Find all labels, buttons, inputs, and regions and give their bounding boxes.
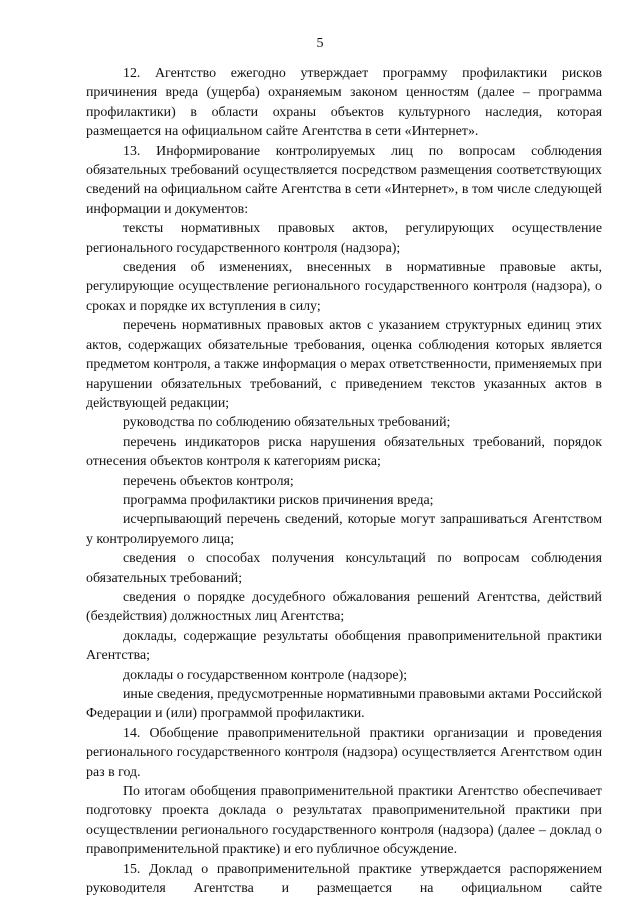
paragraph: руководства по соблюдению обязательных требований; bbox=[123, 415, 451, 431]
paragraph: 15. Доклад о правоприменительной практике утверждается распоряжением руководителя Агентства и размещается на официальном сайте bbox=[86, 861, 602, 897]
page-number: 5 bbox=[316, 36, 324, 51]
paragraph: доклады о государственном контроле (надзоре); bbox=[123, 667, 408, 683]
paragraph: перечень объектов контроля; bbox=[123, 473, 294, 489]
paragraph: исчерпывающий перечень сведений, которые могут запрашиваться Агентством у контролируемого лица; bbox=[86, 512, 602, 547]
paragraph: По итогам обобщения правоприменительной практики Агентство обеспечивает подготовку проекта доклада о результатах правоприменительной практики при осуществлении регионального государственного контроля (надзора) (далее – доклад о правоприменительной практике) и его публичное обсуждение. bbox=[86, 784, 602, 858]
paragraph: сведения о порядке досудебного обжалования решений Агентства, действий (бездействия) должностных лиц Агентства; bbox=[86, 589, 602, 625]
paragraph: сведения о способах получения консультаций по вопросам соблюдения обязательных требований; bbox=[86, 551, 602, 586]
paragraph: 13. Информирование контролируемых лиц по вопросам соблюдения обязательных требований осуществляется посредством размещения соответствующих сведений на официальном сайте Агентства в сети «Интернет», в том числе следующей информации и документов: bbox=[86, 143, 602, 217]
paragraph: 14. Обобщение правоприменительной практики организации и проведения регионального государственного контроля (надзора) осуществляется Агентством один раз в год. bbox=[86, 725, 602, 780]
paragraph: тексты нормативных правовых актов, регулирующих осуществление регионального государственного контроля (надзора); bbox=[86, 221, 602, 256]
paragraph: 12. Агентство ежегодно утверждает программу профилактики рисков причинения вреда (ущерба) охраняемым законом ценностям (далее – программа профилактики) в области охраны объектов культурного наследия, которая размещается на официальном сайте Агентства в сети «Интернет». bbox=[86, 66, 602, 140]
paragraph: иные сведения, предусмотренные нормативными правовыми актами Российской Федерации и (или) программой профилактики. bbox=[86, 687, 602, 722]
paragraph: программа профилактики рисков причинения вреда; bbox=[123, 492, 434, 508]
paragraph: перечень нормативных правовых актов с указанием структурных единиц этих актов, содержащих обязательные требования, оценка соблюдения которых является предметом контроля, а также информация о мерах ответственности, применяемых при нарушении обязательных требований, с приведением текстов указанных актов в действующей редакции; bbox=[86, 318, 602, 411]
paragraph: доклады, содержащие результаты обобщения правоприменительной практики Агентства; bbox=[86, 628, 602, 664]
paragraph: перечень индикаторов риска нарушения обязательных требований, порядок отнесения объектов контроля к категориям риска; bbox=[86, 434, 602, 470]
paragraph: сведения об изменениях, внесенных в нормативные правовые акты, регулирующие осуществление регионального государственного контроля (надзора), о сроках и порядке их вступления в силу; bbox=[86, 260, 602, 314]
document-body bbox=[86, 64, 602, 898]
